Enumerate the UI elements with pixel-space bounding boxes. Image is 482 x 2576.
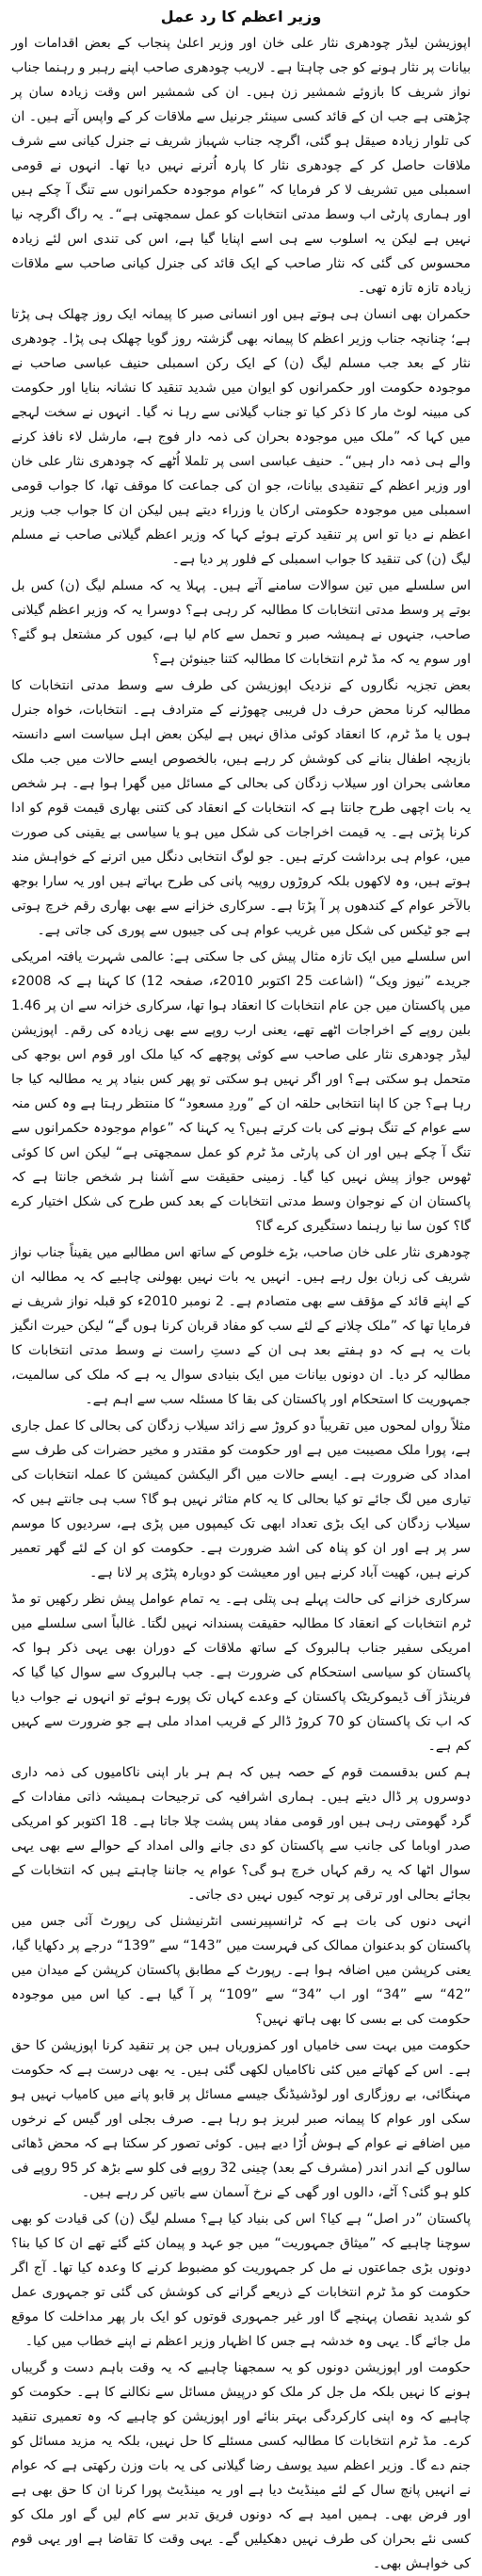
- article-paragraph: ہم کس بدقسمت قوم کے حصہ ہیں کہ ہم ہر بار اپنی ناکامیوں کی ذمہ داری دوسروں پر ڈال دیتے ہیں۔ ہماری اشرافیہ کی ترجیحات ہمیشہ ذاتی مفادات کے گرد گھومتی رہی ہیں اور قومی مفاد پس پشت چلا جاتا ہے۔ 18 اکتوبر کو امریکی صدر اوباما کی جانب سے پاکستان کو دی جانے والی امداد کے حوالے سے بھی یہی سوال اٹھا کہ یہ رقم کہاں خرچ ہو گی؟ عوام یہ جاننا چاہتے ہیں کہ انتخابات کے بجائے بحالی اور ترقی پر توجہ کیوں نہیں دی جاتی۔: [11, 1765, 472, 1903]
- article-paragraph: سرکاری خزانے کی حالت پہلے ہی پتلی ہے۔ یہ تمام عوامل پیش نظر رکھیں تو مڈ ٹرم انتخابات کے انعقاد کا مطالبہ حقیقت پسندانہ نہیں لگتا۔ غالباً اسی سلسلے میں امریکی سفیر جناب ہالبروک کے ساتھ ملاقات کے دوران بھی یہی ذکر ہوا کہ پاکستان کو سیاسی استحکام کی ضرورت ہے۔ جب ہالبروک سے سوال کیا گیا کہ فرینڈز آف ڈیموکریٹک پاکستان کے وعدے کہاں تک پورے ہوئے تو انہوں نے جواب دیا کہ اب تک پاکستان کو 70 کروڑ ڈالر کے قریب امداد ملی ہے جو ضرورت سے کہیں کم ہے۔: [11, 1592, 471, 1754]
- article-paragraph: مثلاً رواں لمحوں میں تقریباً دو کروڑ سے زائد سیلاب زدگان کی بحالی کا عمل جاری ہے، پورا ملک مصیبت میں ہے اور حکومت کو مقتدر و مخیر حضرات کی طرف سے امداد کی ضرورت ہے۔ ایسے حالات میں اگر الیکشن کمیشن کا عملہ انتخابات کی تیاری میں لگ جائے تو کیا بحالی کا یہ کام متاثر نہیں ہو گا؟ سب ہی جانتے ہیں کہ سیلاب زدگان کی ایک بڑی تعداد ابھی تک کیمپوں میں پڑی ہے، سردیوں کا موسم سر پر ہے اور ان کو پناہ کی اشد ضرورت ہے۔ حکومت کو ان کے لئے گھر تعمیر کرنے ہیں، کھیت آباد کرنے ہیں اور معیشت کو دوبارہ پٹڑی پر لانا ہے۔: [11, 1418, 471, 1580]
- article-paragraph: بعض تجزیہ نگاروں کے نزدیک اپوزیشن کی طرف سے وسط مدتی انتخابات کا مطالبہ کرنا محض حرف دل فریبی چھوڑنے کے مترادف ہے۔ انتخابات، خواہ جنرل ہوں یا مڈ ٹرم، کا انعقاد کوئی مذاق نہیں ہے لیکن بعض اہل سیاست اسے دانستہ بازیچہ اطفال بنانے کی کوشش کر رہے ہیں، بالخصوص ایسے حالات میں جب ملک معاشی بحران اور سیلاب زدگان کی بحالی کے مسائل میں گھرا ہوا ہے۔ ہر شخص یہ بات اچھی طرح جانتا ہے کہ انتخابات کے انعقاد کی کتنی بھاری قیمت قوم کو ادا کرنا پڑتی ہے۔ یہ قیمت اخراجات کی شکل میں ہو یا سیاسی بے یقینی کی صورت میں، عوام ہی برداشت کرتے ہیں۔ جو لوگ انتخابی دنگل میں اترنے کے خواہش مند ہوتے ہیں، وہ لاکھوں بلکہ کروڑوں روپیہ پانی کی طرح بہاتے ہیں اور یہ سارا بوجھ بالآخر عوام کے کندھوں پر آ پڑتا ہے۔ سرکاری خزانے سے بھی بھاری رقم خرچ ہوتی ہے جو ٹیکس کی شکل میں غریب عوام ہی کی جیبوں سے پوری کی جاتی ہے۔: [11, 678, 471, 938]
- article-paragraph: انہی دنوں کی بات ہے کہ ٹرانسپیرنسی انٹرنیشنل کی رپورٹ آئی جس میں پاکستان کو بدعنوان ممالک کی فہرست میں ”143“ سے ”139“ درجے پر دکھایا گیا، یعنی کرپشن میں اضافہ ہوا ہے۔ رپورٹ کے مطابق پاکستان کرپشن کے میدان میں ”42“ سے ”34“ اور اب ”34“ سے ”109“ پر آ گیا ہے۔ کیا اس میں موجودہ حکومت کی بے بسی کا بھی ہاتھ نہیں؟: [11, 1914, 471, 2027]
- article-paragraph: اس سلسلے میں تین سوالات سامنے آتے ہیں۔ پہلا یہ کہ مسلم لیگ (ن) کس بل بوتے پر وسط مدتی انتخابات کا مطالبہ کر رہی ہے؟ دوسرا یہ کہ وزیر اعظم گیلانی صاحب، جنہوں نے ہمیشہ صبر و تحمل سے کام لیا ہے، کیوں کر مشتعل ہو گئے؟ اور سوم یہ کہ مڈ ٹرم انتخابات کا مطالبہ کتنا جینوئن ہے؟: [11, 578, 471, 667]
- article-paragraph: حکمران بھی انسان ہی ہوتے ہیں اور انسانی صبر کا پیمانہ ایک روز چھلک ہی پڑتا ہے؛ چنانچہ جناب وزیر اعظم کا پیمانہ بھی گزشتہ روز گویا چھلک ہی پڑا۔ چودھری نثار کے بعد جب مسلم لیگ (ن) کے ایک رکن اسمبلی حنیف عباسی صاحب نے موجودہ حکومت اور حکمرانوں کو ایوان میں شدید تنقید کا نشانہ بنایا اور حکومت کی مبینہ لوٹ مار کا ذکر کیا تو جناب گیلانی سے رہا نہ گیا۔ انہوں نے سخت لہجے میں کہا کہ ”ملک میں موجودہ بحران کی ذمہ دار فوج ہے، مارشل لاء نافذ کرنے والے ہی ذمہ دار ہیں“۔ حنیف عباسی اسی پر تلملا اُٹھے کہ چودھری نثار علی خان اور وزیر اعظم کے تنقیدی بیانات، جو ان کی جماعت کا موقف تھا، کا جواب قومی اسمبلی میں موجودہ حکومتی ارکان یا وزراء دیتے ہیں لیکن ان کا جواب جب وزیر اعظم نے دیا تو اس پر تنقید کرتے ہوئے کہا کہ وزیر اعظم گیلانی صاحب نے مسلم لیگ (ن) کی تنقید کا جواب اسمبلی کے فلور پر دیا ہے۔: [11, 307, 471, 567]
- article-paragraph: حکومت اور اپوزیشن دونوں کو یہ سمجھنا چاہیے کہ یہ وقت باہم دست و گریباں ہونے کا نہیں بلکہ مل جل کر ملک کو درپیش مسائل سے نکالنے کا ہے۔ حکومت کو چاہیے کہ وہ اپنی کارکردگی بہتر بنائے اور اپوزیشن کو چاہیے کہ وہ تعمیری تنقید کرے۔ مڈ ٹرم انتخابات کا مطالبہ کسی مسئلے کا حل نہیں، بلکہ یہ مزید مسائل کو جنم دے گا۔ وزیر اعظم سید یوسف رضا گیلانی کی یہ بات وزن رکھتی ہے کہ عوام نے انہیں پانچ سال کے لئے مینڈیٹ دیا ہے اور یہ مینڈیٹ پورا کرنا ان کا حق بھی ہے اور فرض بھی۔ ہمیں امید ہے کہ دونوں فریق تدبر سے کام لیں گے اور ملک کو کسی نئے بحران کی طرف نہیں دھکیلیں گے۔ یہی وقت کا تقاضا ہے اور یہی قوم کی خواہش بھی۔: [11, 2360, 471, 2571]
- article-paragraph: اپوزیشن لیڈر چودھری نثار علی خان اور وزیر اعلیٰ پنجاب کے بعض اقدامات اور بیانات پر نثار ہونے کو جی چاہتا ہے۔ لاریب چودھری صاحب اپنے رہبر و رہنما جناب نواز شریف کا بازوئے شمشیر زن ہیں۔ ان کی شمشیر اس وقت زیادہ سان پر چڑھتی ہے جب ان کے قائد کسی سینئر جرنیل سے ملاقات کر کے واپس آتے ہیں۔ ان کی تلوار زیادہ صیقل ہو گئی، اگرچہ جناب شہباز شریف نے جنرل کیانی سے شرف ملاقات حاصل کر کے چودھری نثار کا پارہ اُترنے نہیں دیا تھا۔ انہوں نے قومی اسمبلی میں تشریف لا کر فرمایا کہ ”عوام موجودہ حکمرانوں سے تنگ آ چکے ہیں اور ہماری پارٹی اب وسط مدتی انتخابات کو عمل سمجھتی ہے“۔ یہ راگ اگرچہ نیا نہیں ہے لیکن یہ اسلوب سے ہی اسے اپنایا گیا ہے، اس کی تندی اس لئے زیادہ محسوس کی گئی کہ نثار صاحب کے ایک قائد کی جنرل کیانی صاحب سے ملاقات زیادہ تازہ تازہ تھی۔: [11, 36, 471, 296]
- article-paragraph: حکومت میں بہت سی خامیاں اور کمزوریاں ہیں جن پر تنقید کرنا اپوزیشن کا حق ہے۔ اس کے کھاتے میں کئی ناکامیاں لکھی گئی ہیں۔ یہ بھی درست ہے کہ حکومت مہنگائی، بے روزگاری اور لوڈشیڈنگ جیسے مسائل پر قابو پانے میں کامیاب نہیں ہو سکی اور عوام کا پیمانہ صبر لبریز ہو رہا ہے۔ صرف بجلی اور گیس کے نرخوں میں اضافے نے عوام کے ہوش اُڑا دیے ہیں۔ کوئی تصور کر سکتا ہے کہ محض ڈھائی سالوں کے اندر اندر (مشرف کے بعد) چینی 32 روپے فی کلو سے بڑھ کر 95 روپے فی کلو ہو گئی؟ آٹے، دالوں اور گھی کے نرخ آسمان سے باتیں کر رہے ہیں۔: [11, 2038, 471, 2200]
- article-title: وزیر اعظم کا رد عمل: [160, 8, 322, 25]
- article-paragraph: چودھری نثار علی خان صاحب، بڑے خلوص کے ساتھ اس مطالبے میں یقیناً جناب نواز شریف کی زبان بول رہے ہیں۔ انہیں یہ بات نہیں بھولنی چاہیے کہ یہ مطالبہ ان کے اپنے قائد کے مؤقف سے بھی متصادم ہے۔ 2 نومبر 2010ء کو قبلہ نواز شریف نے فرمایا تھا کہ ”ملک چلانے کے لئے سب کو مفاد قربان کرنا ہوں گے“ لیکن حیرت انگیز بات یہ ہے کہ دو ہفتے بعد ہی ان کے دستِ راست نے وسط مدتی انتخابات کا مطالبہ کر دیا۔ ان دونوں بیانات میں ایک بنیادی سوال یہ ہے کہ ملک کی سالمیت، جمہوریت کا استحکام اور پاکستان کی بقا کا مسئلہ سب سے اہم ہے۔: [11, 1245, 471, 1407]
- article-paragraph: اس سلسلے میں ایک تازہ مثال پیش کی جا سکتی ہے: عالمی شہرت یافتہ امریکی جریدے ”نیوز ویک“ (اشاعت 25 اکتوبر 2010ء، صفحہ 12) کا کہنا ہے کہ 2008ء میں پاکستان میں جن عام انتخابات کا انعقاد ہوا تھا، سرکاری خزانہ سے ان پر 1.46 بلین روپے کے اخراجات اٹھے تھے، یعنی ارب روپے سے بھی زیادہ کی رقم۔ اپوزیشن لیڈر چودھری نثار علی صاحب سے کوئی پوچھے کہ کیا ملک اور قوم اس بوجھ کی متحمل ہو سکتی ہے؟ اور اگر نہیں ہو سکتی تو پھر کس بنیاد پر یہ مطالبہ کیا جا رہا ہے؟ جن کا اپنا انتخابی حلقہ ان کے ”وردِ مسعود“ کا منتظر رہتا ہے وہ کس منہ سے عوام کے تنگ ہونے کی بات کرتے ہیں؟ یہ کہنا کہ ”عوام موجودہ حکمرانوں سے تنگ آ چکے ہیں اور ان کی پارٹی مڈ ٹرم کو عمل سمجھتی ہے“ لیکن اس کا کوئی ٹھوس جواز پیش نہیں کیا گیا۔ زمینی حقیقت سے آشنا ہر شخص جانتا ہے کہ پاکستان ان کے نوجوان وسط مدتی انتخابات کے بعد کس طرح کی شکل اختیار کرے گا؟ کون سا نیا رہنما دستگیری کرے گا؟: [11, 949, 471, 1234]
- article-paragraph: پاکستان ”در اصل“ ہے کیا؟ اس کی بنیاد کیا ہے؟ مسلم لیگ (ن) کی قیادت کو بھی سوچنا چاہیے کہ ”میثاق جمہوریت“ میں جو عہد و پیمان کئے گئے تھے ان کا کیا بنا؟ دونوں بڑی جماعتوں نے مل کر جمہوریت کو مضبوط کرنے کا وعدہ کیا تھا۔ آج اگر حکومت کو مڈ ٹرم انتخابات کے ذریعے گرانے کی کوشش کی گئی تو جمہوری عمل کو شدید نقصان پہنچے گا اور غیر جمہوری قوتوں کو ایک بار پھر مداخلت کا موقع مل جائے گا۔ یہی وہ خدشہ ہے جس کا اظہار وزیر اعظم نے اپنے خطاب میں کیا۔: [11, 2211, 471, 2349]
- article-body: [11, 31, 471, 2576]
